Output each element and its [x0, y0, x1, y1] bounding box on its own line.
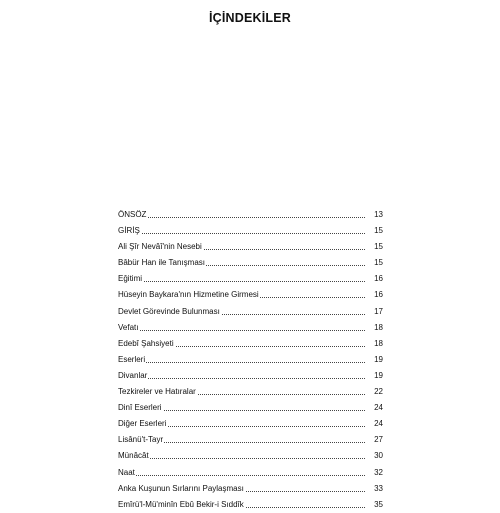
toc-entry — [118, 368, 383, 384]
toc-entry — [118, 207, 383, 223]
toc-entry — [118, 384, 383, 400]
toc-entry — [118, 497, 383, 513]
toc-entry-label: Bâbür Han ile Tanışması — [118, 258, 206, 268]
toc-entry-page: 17 — [367, 306, 383, 317]
toc-entry — [118, 304, 383, 320]
toc-entry-label: Vefatı — [118, 322, 139, 332]
table-of-contents — [118, 207, 383, 513]
toc-entry — [118, 352, 383, 368]
toc-entry-label: Diğer Eserleri — [118, 419, 167, 429]
toc-entry-page: 19 — [367, 354, 383, 365]
toc-entry — [118, 255, 383, 271]
toc-entry-page: 35 — [367, 499, 383, 510]
dot-leader — [118, 233, 365, 234]
dot-leader — [118, 217, 365, 218]
toc-entry-page: 33 — [367, 483, 383, 494]
toc-entry-page: 13 — [367, 209, 383, 220]
toc-entry-page: 16 — [367, 289, 383, 300]
toc-entry — [118, 320, 383, 336]
toc-entry-page: 30 — [367, 450, 383, 461]
toc-entry — [118, 416, 383, 432]
toc-entry — [118, 400, 383, 416]
dot-leader — [118, 378, 365, 379]
toc-entry-page: 24 — [367, 402, 383, 413]
toc-entry-page: 18 — [367, 322, 383, 333]
toc-entry-label: Naat — [118, 467, 135, 477]
toc-entry-label: Dinî Eserleri — [118, 403, 162, 413]
toc-entry-label: ÖNSÖZ — [118, 210, 147, 219]
toc-entry-page: 18 — [367, 338, 383, 349]
toc-entry-label: Eğitimi — [118, 274, 143, 284]
dot-leader — [118, 475, 365, 476]
toc-entry-label: Eserleri — [118, 354, 146, 364]
toc-entry — [118, 271, 383, 287]
toc-entry-page: 15 — [367, 241, 383, 252]
toc-entry-label: Münâcât — [118, 451, 149, 461]
toc-entry-page: 19 — [367, 370, 383, 381]
toc-entry-label: Anka Kuşunun Sırlarını Paylaşması — [118, 483, 244, 493]
toc-entry — [118, 481, 383, 497]
toc-entry — [118, 336, 383, 352]
toc-entry-label: Lisânü't-Tayr — [118, 435, 164, 445]
toc-entry-page: 27 — [367, 434, 383, 445]
toc-entry-page: 22 — [367, 386, 383, 397]
toc-entry — [118, 239, 383, 255]
toc-entry — [118, 465, 383, 481]
toc-entry — [118, 432, 383, 448]
toc-entry-label: Hüseyin Baykara'nın Hizmetine Girmesi — [118, 290, 259, 300]
toc-entry-label: Tezkireler ve Hatıralar — [118, 387, 196, 397]
dot-leader — [118, 330, 365, 331]
toc-entry — [118, 287, 383, 303]
toc-entry-label: Devlet Görevinde Bulunması — [118, 306, 220, 316]
page-title: İÇİNDEKİLER — [208, 11, 292, 25]
dot-leader — [118, 458, 365, 459]
toc-entry — [118, 448, 383, 464]
toc-entry-page: 32 — [367, 467, 383, 478]
toc-entry — [118, 223, 383, 239]
toc-entry-page: 16 — [367, 273, 383, 284]
toc-entry-page: 24 — [367, 418, 383, 429]
toc-entry-page: 15 — [367, 257, 383, 268]
toc-entry-label: Ali Şîr Nevâî'nin Nesebi — [118, 242, 202, 252]
dot-leader — [118, 281, 365, 282]
toc-entry-label: GİRİŞ — [118, 226, 140, 236]
toc-entry-label: Divanlar — [118, 370, 148, 380]
toc-entry-label: Edebî Şahsiyeti — [118, 338, 174, 348]
toc-entry-label: Emîrü'l-Mü'minîn Ebû Bekir-i Sıddîk — [118, 499, 244, 509]
dot-leader — [118, 362, 365, 363]
toc-entry-page: 15 — [367, 225, 383, 236]
